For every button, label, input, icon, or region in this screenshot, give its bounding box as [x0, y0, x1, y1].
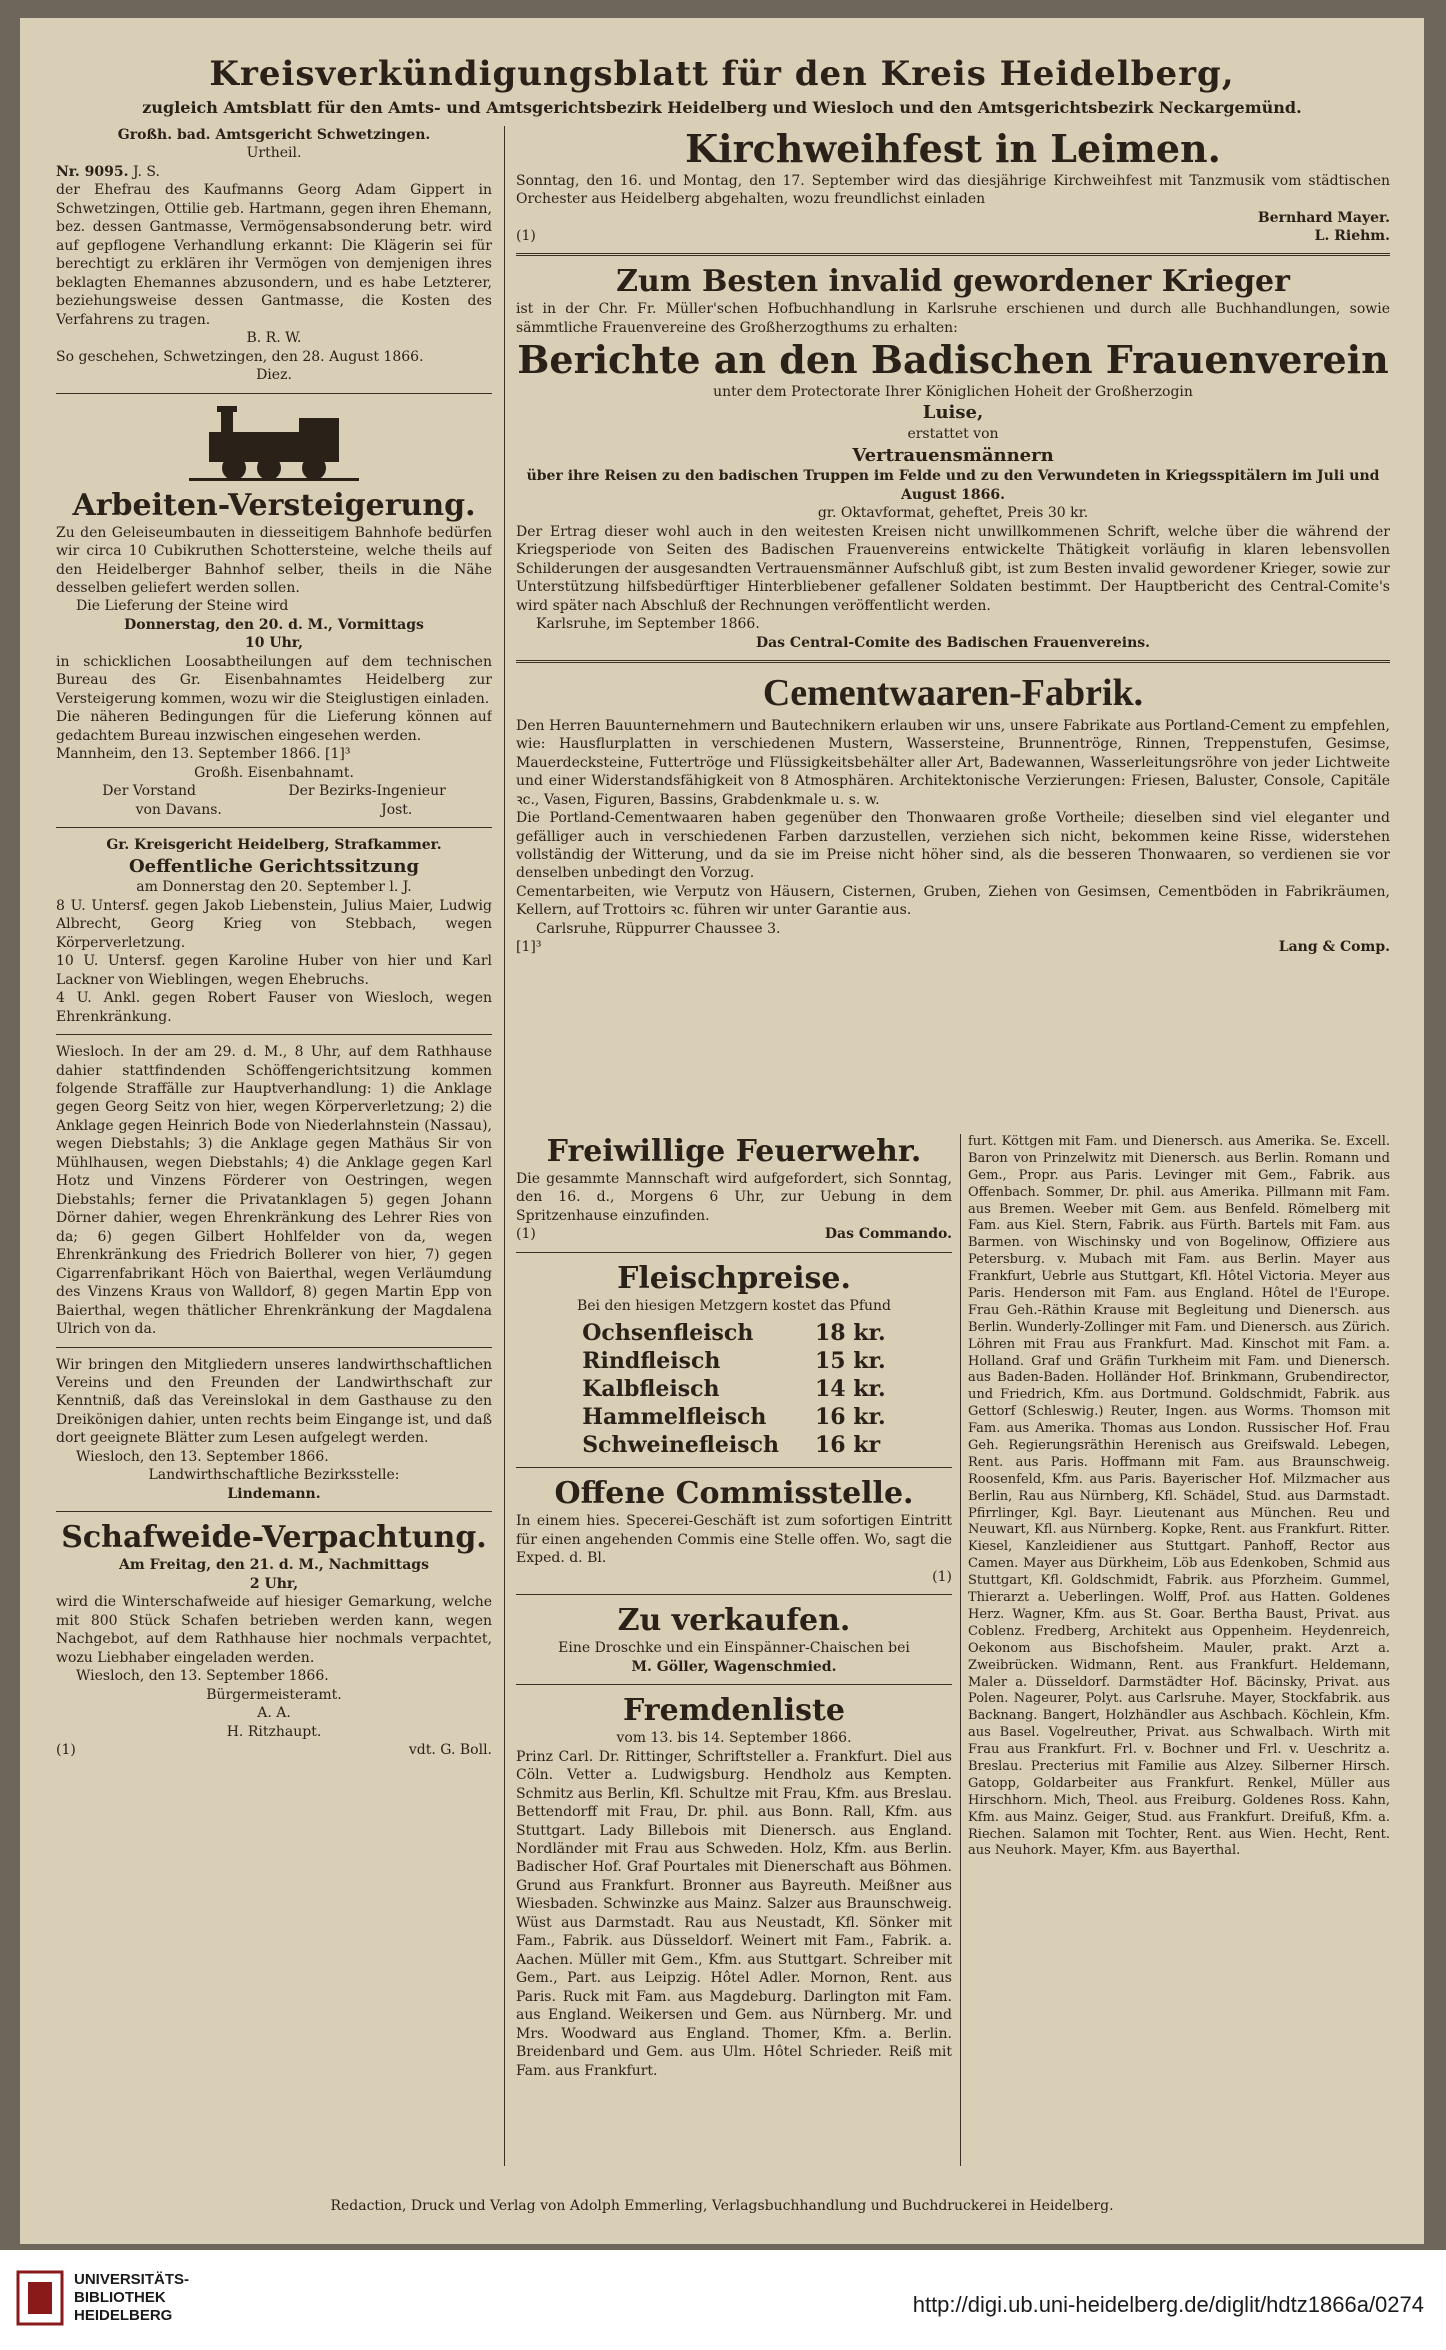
- far-right-column: [968, 1134, 1390, 2166]
- notice-body: In einem hies. Specerei-Geschäft ist zum sofortigen Eintritt für einen angehenden Commis eine Stelle offen. Wo, sagt die Exped. d. Bl.: [516, 1513, 952, 1567]
- meat-name: Rindfleisch: [582, 1348, 721, 1375]
- case-item: 4 U. Ankl. gegen Robert Fauser von Wiesloch, wegen Ehrenkränkung.: [56, 990, 492, 1025]
- signature: Das Commando.: [824, 1226, 952, 1243]
- meat-name: Hammelfleisch: [582, 1404, 767, 1431]
- right-column: [516, 126, 1390, 1126]
- place-date: Mannheim, den 13. September 1866.: [56, 746, 321, 763]
- digitization-footer: [0, 2250, 1446, 2350]
- mark: (1): [56, 1741, 76, 1758]
- table-row: [564, 1431, 903, 1459]
- court-name: Gr. Kreisgericht Heidelberg, Strafkammer.: [106, 837, 442, 854]
- table-row: [564, 1319, 903, 1347]
- signature: Lindemann.: [227, 1485, 321, 1502]
- mark: [1]³: [325, 746, 351, 763]
- sig: A. A.: [257, 1705, 291, 1722]
- sig: von Davans.: [135, 801, 222, 818]
- library-name-2: BIBLIOTHEK: [74, 2289, 166, 2306]
- notice-title: Oeffentliche Gerichtssitzung: [128, 855, 420, 877]
- notice-body: wird die Winterschafweide auf hiesiger Gemarkung, welche mit 800 Stück Schafen betrieben werden kann, wegen Nachgebot, auf dem Rathhause hier nochmals verpachtet, wozu Liebhaber eingeladen werden.: [56, 1594, 492, 1666]
- price-table: [564, 1319, 903, 1459]
- notice-body-3: Cementarbeiten, wie Verputz von Häusern, Cisternen, Gruben, Ziehen von Gesimsen, Cementböden in Fabrikräumen, Kellern, auf Trottoirs ꝛc. führen wir unter Garantie aus.: [516, 883, 1390, 919]
- sig: L. Riehm.: [1314, 228, 1390, 244]
- library-name-3: HEIDELBERG: [74, 2307, 173, 2324]
- lease-time: 2 Uhr,: [249, 1575, 299, 1592]
- list-date: vom 13. bis 14. September 1866.: [616, 1730, 852, 1747]
- sig: Der Bezirks-Ingenieur: [288, 783, 446, 800]
- signature: Das Central-Comite des Badischen Frauenvereins.: [755, 634, 1151, 651]
- court-name: Großh. bad. Amtsgericht Schwetzingen.: [117, 127, 431, 143]
- column-divider-right: [960, 1134, 961, 2166]
- signature: M. Göller, Wagenschmied.: [631, 1658, 837, 1675]
- sig: Bernhard Mayer.: [1257, 209, 1390, 226]
- notice-title: Urtheil.: [246, 145, 302, 162]
- fleischpreise-notice: [516, 1261, 952, 1459]
- office-name: Bürgermeisteramt.: [206, 1686, 342, 1703]
- lease-date: Am Freitag, den 21. d. M., Nachmittags: [119, 1557, 429, 1574]
- notice-body-3: Die näheren Bedingungen für die Lieferung können auf gedachtem Bureau inzwischen eingesehen werden.: [56, 709, 492, 744]
- notice-title: Fremdenliste: [623, 1693, 845, 1729]
- place-date: Wiesloch, den 13. September 1866.: [76, 1448, 329, 1465]
- book-line: unter dem Protectorate Ihrer Königlichen Hoheit der Großherzogin: [713, 384, 1193, 400]
- feuerwehr-notice: [516, 1134, 952, 1244]
- book-title: Berichte an den Badischen Frauenverein: [517, 337, 1389, 383]
- meat-price: 16 kr: [814, 1432, 881, 1459]
- case-initials: J. S.: [132, 163, 160, 180]
- notice-body: Die gesammte Mannschaft wird aufgefordert, sich Sonntag, den 16. d., Morgens 6 Uhr, zur Uebung in dem Spritzenhause einzufinden.: [516, 1171, 952, 1224]
- notice-body: Sonntag, den 16. und Montag, den 17. September wird das diesjährige Kirchweihfest mit Tanzmusik vom städtischen Orchester aus Heidelberg abgehalten, wozu freundlichst einladen: [516, 172, 1390, 208]
- table-row: [564, 1375, 903, 1403]
- library-name-1: UNIVERSITÄTS-: [74, 2271, 190, 2288]
- list-body: Prinz Carl. Dr. Rittinger, Schriftsteller a. Frankfurt. Diel aus Cöln. Vetter a. Ludwigsburg. Hendholz aus Kempten. Schmitz aus Berlin, Kfl. Schultze mit Frau, Kfm. aus Breslau. Bettendorff mit Frau, Dr. phil. aus Bonn. Rall, Kfm. aus Stuttgart. Lady Billebois mit Dienersch. aus England. Nordländer mit Frau aus Schweden. Holz, Kfm. aus Berlin. Badischer Hof. Graf Pourtales mit Dienerschaft aus Böhmen. Grund aus Frankfurt. Bronner aus Bayreuth. Meißner aus Wiesbaden. Schwinzke aus Mainz. Salzer aus Braunschweig. Wüst aus Darmstadt. Rau aus Neustadt, Kfl. Sönker mit Fam., Fabrik. aus Düsseldorf. Weinert mit Fam., Fabrik. a. Aachen. Müller mit Gem., Kfm. aus Stuttgart. Schreiber mit Gem., Part. aus Leipzig. Hôtel Adler. Mornon, Rent. aus Paris. Ruck mit Fam. aus Magdeburg. Darlington mit Fam. aus England. Weikersen und Gem. aus Nürnberg. Mr. und Mrs. Woodward aus England. Thomer, Kfm. a. Berlin. Breidenbard und Gem. aus Ulm. Hôtel Schrieder. Reiß mit Fam. aus Frankfurt.: [516, 1748, 952, 2079]
- masthead: [60, 54, 1384, 117]
- office-name: Großh. Eisenbahnamt.: [194, 764, 354, 781]
- notice-body-2: Die Portland-Cementwaaren haben gegenüber den Thonwaaren große Vortheile; dieselben sind viel eleganter und gefälliger auch in verschiedenen Farben darzustellen, verziehen sich nicht, bekommen keine Risse, widerstehen vollständig der Witterung, und da sie im Preise nicht höher sind, als die besseren Thonwaaren, so verdienen sie vor denselben unbedingt den Vorzug.: [516, 810, 1390, 882]
- place-date: Wiesloch, den 13. September 1866.: [76, 1668, 329, 1685]
- book-line: erstattet von: [907, 426, 999, 443]
- mark: (1): [932, 1568, 952, 1585]
- notice-title: Kirchweihfest in Leimen.: [685, 126, 1221, 171]
- notice-line: Die Lieferung der Steine wird: [76, 598, 289, 615]
- fremdenliste: [516, 1693, 952, 2080]
- list-continuation: furt. Köttgen mit Fam. und Dienersch. aus Amerika. Se. Excell. Baron von Prinzelwitz mit Dienersch. aus Berlin. Romann und Gem., Propr. aus Paris. Levinger mit Gem., Fabrik. aus Offenbach. Sommer, Dr. phil. aus Amerika. Pillmann mit Fam. aus Bremen. Weeber mit Gem. aus Benfeld. Römelberg mit Fam. aus Kiel. Stern, Fabrik. aus Fürth. Bartels mit Fam. aus Barmen. von Wischinsky und von Bogelinow, Offiziere aus Petersburg. v. Mubach mit Fam. aus Berlin. Mayer aus Frankfurt, Uebrle aus Stuttgart, Kfl. Hôtel Victoria. Meyer aus Paris. Henderson mit Fam. aus England. Hôtel de l'Europe. Frau Geh.-Räthin Krause mit Begleitung und Dienersch. aus Berlin. Wunderly-Zollinger mit Fam. und Dienersch. aus Zürich. Löhren mit Frau aus Frankfurt. Mad. Kinschot mit Fam. a. Holland. Graf und Gräfin Turkheim mit Fam. und Dienersch. aus Baden-Baden. Holländer Hof. Brinkmann, Grubendirector, und Friedrich, Kfm. aus Dortmund. Goldschmidt, Fabrik. aus Gettorf (Schleswig.) Reuter, Ingen. aus Worms. Thomson mit Fam. aus Amerika. Thomas aus London. Russischer Hof. Frau Geh. Regierungsräthin Herenisch aus Greifswald. Lebegen, Rent. aus Paris. Hoffmann mit Fam. aus Braunschweig. Roosenfeld, Kfm. aus Paris. Bayerischer Hof. Milzmacher aus Berlin, Rau aus Nürnberg, Kfl. Schädel, Stud. aus Darmstadt. Pfirrlinger, Kgl. Bayr. Lieutenant aus München. Reu und Neuwart, Kfl. aus Nürnberg. Kopke, Rent. aus Frankfurt. Ritter. Kiesel, Kanzleidiener aus Stuttgart. Panhoff, Rector aus Camen. Mayer aus Dürkheim, Löb aus Edenkoben, Schmid aus Stuttgart, Kfl. Goldschmidt, Fabrik. aus Pforzheim. Gummel, Thierarzt a. Ueberlingen. Wolff, Prof. aus Hatten. Goldenes Herz. Wagner, Kfm. aus St. Goar. Bertha Baust, Privat. aus Coblenz. Fredberg, Architekt aus Oppenheim. Heydenreich, Oekonom aus Bischofsheim. Mauler, prakt. Arzt a. Zweibrücken. Widmann, Rent. aus Frankfurt. Heldemann, Maler a. Düsseldorf. Darmstädter Hof. Bäcinsky, Privat. aus Polen. Nageurer, Polyt. aus Carlsruhe. Mayer, Stockfabrik. aus Backnang. Bangert, Holzhändler aus Aschbach. Köchlein, Kfm. aus Basel. Vogelreuther, Privat. aus Schwalbach. Wirth mit Frau aus Frankfurt. Frl. v. Bochner und Frl. v. Ueschritz a. Breslau. Precterius mit Familie aus Alzey. Silberner Hirsch. Gatopp, Goldarbeiter aus Frankfurt. Renkel, Müller aus Hirschhorn. Mich, Theol. aus Freiburg. Goldenes Ross. Kahn, Kfm. aus Mainz. Geiger, Stud. aus Frankfurt. Dreifuß, Kfm. a. Riechen. Salamon mit Tochter, Rent. aus Wien. Hecht, Rent. aus Neuhork. Mayer, Kfm. aus Bayerthal.: [968, 1134, 1390, 1859]
- clerk-name: Diez.: [256, 367, 292, 384]
- signature: Lang & Comp.: [1278, 939, 1390, 956]
- newspaper-page: [20, 18, 1424, 2244]
- meat-price: 18 kr.: [814, 1320, 886, 1347]
- left-column: [56, 126, 492, 2166]
- masthead-subtitle: zugleich Amtsblatt für den Amts- und Amtsgerichtsbezirk Heidelberg und Wiesloch und den Amtsgerichtsbezirk Neckargemünd.: [142, 98, 1302, 117]
- mark: (1): [516, 1226, 536, 1243]
- meat-price: 16 kr.: [814, 1404, 886, 1431]
- table-row: [564, 1347, 903, 1375]
- signature: B. R. W.: [246, 330, 302, 347]
- schaf-notice: [56, 1520, 492, 1759]
- notice-title: Zum Besten invalid gewordener Krieger: [616, 264, 1290, 300]
- meat-price: 14 kr.: [814, 1376, 886, 1403]
- case-number: Nr. 9095.: [56, 163, 129, 180]
- mark: [1]³: [516, 939, 542, 956]
- arbeiten-notice: [56, 404, 492, 820]
- book-line: über ihre Reisen zu den badischen Truppen im Felde und zu den Verwundeten in Kriegsspitälern im Juli und August 1866.: [526, 468, 1380, 503]
- commis-notice: [516, 1476, 952, 1586]
- kirchweih-notice: [516, 126, 1390, 245]
- notice-title: Offene Commisstelle.: [554, 1476, 914, 1512]
- intro: Bei den hiesigen Metzgern kostet das Pfund: [576, 1297, 892, 1314]
- auction-time: 10 Uhr,: [245, 635, 303, 652]
- middle-column: [516, 1134, 952, 2166]
- session-date: am Donnerstag den 20. September l. J.: [136, 879, 412, 896]
- notice-body-2: in schicklichen Loosabtheilungen auf dem technischen Bureau des Gr. Eisenbahnamtes Heidelberg zur Versteigerung kommen, wozu wir die Steiglustigen einladen.: [56, 653, 492, 707]
- verkaufen-notice: [516, 1603, 952, 1676]
- sig: vdt. G. Boll.: [408, 1741, 492, 1758]
- library-logo: [16, 2270, 189, 2326]
- place-date: So geschehen, Schwetzingen, den 28. August 1866.: [56, 348, 424, 365]
- sig: Der Vorstand: [102, 783, 196, 800]
- notice-body-2: Der Ertrag dieser wohl auch in den weitesten Kreisen nicht unwillkommenen Schrift, welche über die während der Kriegsperiode von Seiten des Badischen Frauenvereins entwickelte Thätigkeit vorläufig in klaren lebensvollen Schilderungen der ausgesandten Vertrauensmänner Aufschluß gibt, ist zum Besten invalid gewordener Krieger, sowie zur Unterstützung hilfsbedürftiger Hinterbliebener gefallener Soldaten bestimmt. Der Hauptbericht des Central-Comite's wird später nach Abschluß der Rechnungen veröffentlicht werden.: [516, 523, 1390, 614]
- place-date: Karlsruhe, im September 1866.: [536, 616, 760, 633]
- notice-title: Fleischpreise.: [617, 1260, 851, 1296]
- wiesloch-notice: Wiesloch. In der am 29. d. M., 8 Uhr, auf dem Rathhause dahier stattfindenden Schöffengerichtsitzung kommen folgende Straffälle zur Hauptverhandlung: 1) die Anklage gegen Georg Seitz von hier, wegen Körperverletzung; 2) die Anklage gegen Heinrich Bode von Niederlahnstein (Nassau), wegen Diebstahls; 3) die Anklage gegen Mathäus Sir von Mühlhausen, wegen Diebstahls; 4) die Anklage gegen Karl Hotz und Vinzens Förderer von Oestringen, wegen Diebstahls; ferner die Privatanklagen 5) gegen Johann Dörner dahier, wegen Ehrenkränkung des Lehrer Ries von da; 6) gegen Gilbert Hohlfelder von da, wegen Ehrenkränkung des Friedrich Bollerer von hier, 7) gegen Cigarrenfabrikant Höch von Baierthal, wegen Verläumdung des Vinzens Kraus von Walldorf, 8) gegen Martin Epp von Baierthal, wegen thätlicher Ehrenkränkung der Magdalena Ulrich von da.: [56, 1044, 492, 1338]
- notice-body: der Ehefrau des Kaufmanns Georg Adam Gippert in Schwetzingen, Ottilie geb. Hartmann, gegen ihren Ehemann, bez. dessen Gantmasse, Vermögensabsonderung betr. wird auf gepflogene Verhandlung erkannt: Die Klägerin sei für berechtigt zu erklären ihr Vermögen von demjenigen ihres beklagten Ehemannes abzusondern, und es habe Letzterer, beziehungsweise dessen Gantmasse, die Kosten des Verfahrens zu tragen.: [56, 182, 492, 328]
- imprint: Redaction, Druck und Verlag von Adolph Emmerling, Verlagsbuchhandlung und Buchdruckerei in Heidelberg.: [330, 2198, 1114, 2214]
- book-line: Luise,: [922, 402, 984, 424]
- notice-body: Wir bringen den Mitgliedern unseres landwirthschaftlichen Vereins und den Freunden der Landwirthschaft zur Kenntniß, daß das Vereinslokal in dem Gasthause zu den Dreikönigen dahier, unten rechts beim Eingange ist, und daß dort geeignete Blätter zum Lesen aufgelegt werden.: [56, 1356, 492, 1447]
- notice-title: Zu verkaufen.: [617, 1603, 851, 1639]
- book-price: gr. Oktavformat, geheftet, Preis 30 kr.: [817, 505, 1089, 522]
- notice-body: ist in der Chr. Fr. Müller'schen Hofbuchhandlung in Karlsruhe erschienen und durch alle Buchhandlungen, sowie sämmtliche Frauenvereine des Großherzogthums zu erhalten:: [516, 301, 1390, 336]
- notice-body: Den Herren Bauunternehmern und Bautechnikern erlauben wir uns, unsere Fabrikate aus Portland-Cement zu empfehlen, wie: Hausflurplatten in verschiedenen Mustern, Wassersteine, Brunnentröge, Rinnen, Treppenstufen, Gesimse, Mauerdecksteine, Futtertröge und Flüssigkeitsbehälter aller Art, Badewannen, Wasserleitungsröhre von jeder Lichtweite und einer Widerstandsfähigkeit von 8 Atmosphären. Architektonische Verzierungen: Friesen, Baluster, Console, Capitäle ꝛc., Vasen, Figuren, Bassins, Grabdenkmale u. s. w.: [516, 717, 1390, 808]
- meat-name: Ochsenfleisch: [582, 1320, 754, 1347]
- case-item: 8 U. Untersf. gegen Jakob Liebenstein, Julius Maier, Ludwig Albrecht, Georg Krieg von Stebbach, wegen Körperverletzung.: [56, 897, 492, 951]
- landwirth-notice: [56, 1356, 492, 1504]
- notice-title: Freiwillige Feuerwehr.: [546, 1134, 922, 1169]
- place-date: Carlsruhe, Rüppurrer Chaussee 3.: [536, 920, 781, 937]
- column-divider: [504, 126, 505, 2166]
- masthead-title: Kreisverkündigungsblatt für den Kreis Heidelberg,: [209, 54, 1235, 94]
- frauenverein-notice: [516, 264, 1390, 652]
- meat-name: Kalbfleisch: [582, 1376, 720, 1403]
- source-url[interactable]: http://digi.ub.uni-heidelberg.de/diglit/hdtz1866a/0274: [912, 2292, 1424, 2317]
- sig: H. Ritzhaupt.: [226, 1723, 322, 1740]
- notice-title: Schafweide-Verpachtung.: [61, 1520, 487, 1556]
- table-row: [564, 1403, 903, 1431]
- notice-title: Arbeiten-Versteigerung.: [72, 487, 476, 523]
- urtheil-notice: [56, 126, 492, 385]
- notice-body: Zu den Geleiseumbauten in diesseitigem Bahnhofe bedürfen wir circa 10 Cubikruthen Schottersteine, welche theils auf den Heidelberger Bahnhof selber, theils in die Nähe desselben geliefert werden sollen.: [56, 524, 492, 596]
- library-seal-icon: [16, 2270, 64, 2326]
- cement-notice: [516, 671, 1390, 957]
- book-line: Vertrauensmännern: [852, 444, 1054, 466]
- gericht-notice: [56, 836, 492, 1026]
- mark: (1): [516, 228, 536, 244]
- notice-title: Cementwaaren-Fabrik.: [762, 672, 1144, 715]
- case-item: 10 U. Untersf. gegen Karoline Huber von hier und Karl Lackner von Wieblingen, wegen Ehebruchs.: [56, 953, 492, 988]
- notice-body: Eine Droschke und ein Einspänner-Chaischen bei: [558, 1640, 910, 1657]
- auction-date: Donnerstag, den 20. d. M., Vormittags: [124, 616, 424, 633]
- office-name: Landwirthschaftliche Bezirksstelle:: [148, 1467, 400, 1484]
- meat-price: 15 kr.: [814, 1348, 886, 1375]
- meat-name: Schweinefleisch: [582, 1432, 779, 1459]
- sig: Jost.: [381, 801, 413, 818]
- locomotive-icon: [189, 404, 359, 484]
